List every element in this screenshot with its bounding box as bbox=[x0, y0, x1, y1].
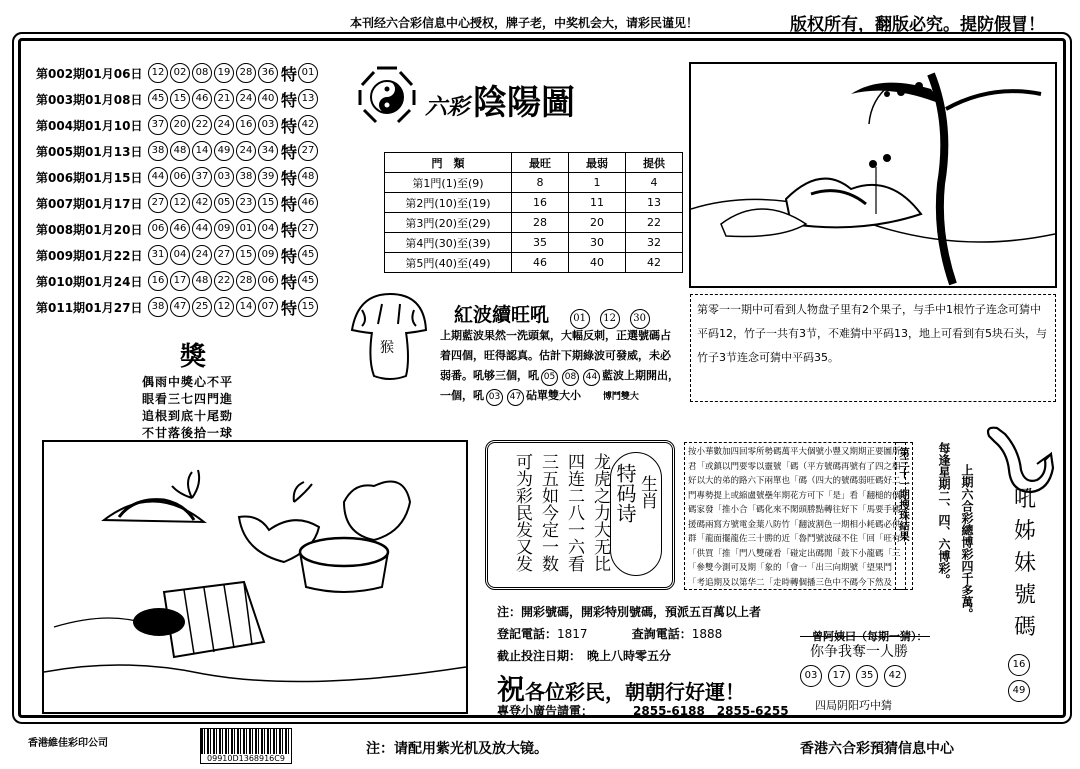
guess-ball: 35 bbox=[856, 665, 878, 687]
draw-ball: 24 bbox=[214, 115, 234, 135]
gates-header: 門 類 bbox=[385, 153, 512, 173]
draw-ball: 24 bbox=[192, 245, 212, 265]
draw-ball: 16 bbox=[148, 271, 168, 291]
prize-poem bbox=[142, 374, 262, 442]
draw-ball: 31 bbox=[148, 245, 168, 265]
page-title bbox=[425, 75, 575, 124]
guess-phrase: 你争我奪一人勝 bbox=[810, 644, 908, 660]
mushroom-label: 猴 bbox=[380, 340, 394, 356]
draw-ball: 01 bbox=[236, 219, 256, 239]
ads-line bbox=[497, 702, 789, 719]
gates-cell: 28 bbox=[512, 213, 569, 233]
special-marker: 特 bbox=[281, 90, 298, 110]
draw-ball: 38 bbox=[236, 167, 256, 187]
draw-ball: 42 bbox=[192, 193, 212, 213]
gates-row bbox=[385, 233, 683, 253]
special-ball: 27 bbox=[298, 141, 318, 161]
draw-ball: 20 bbox=[170, 115, 190, 135]
special-marker: 特 bbox=[281, 246, 298, 266]
draw-row bbox=[36, 86, 326, 112]
special-ball: 45 bbox=[298, 245, 318, 265]
barcode bbox=[200, 728, 292, 764]
draw-ball: 48 bbox=[192, 271, 212, 291]
red-wave-text-1: 上期藍波果然一洗頭氣，大幅反刺，正選號碼占着四個，旺得認真。估計下期綠波可發威，未必弱番。吼够三個，吼 bbox=[440, 329, 671, 382]
draw-ball: 45 bbox=[148, 89, 168, 109]
copyright-notice: 版权所有，翻版必究。提防假冒！ bbox=[790, 15, 1045, 35]
draw-ball: 22 bbox=[214, 271, 234, 291]
draw-ball: 27 bbox=[214, 245, 234, 265]
red-wave-ball: 30 bbox=[630, 309, 650, 329]
draw-ball: 14 bbox=[236, 297, 256, 317]
draw-label: 第008期01月20日 bbox=[36, 222, 143, 237]
draw-row bbox=[36, 60, 326, 86]
draw-ball: 25 bbox=[192, 297, 212, 317]
last-period-note: 上期六合彩總博彩四千多萬。 bbox=[960, 464, 974, 620]
draw-ball: 17 bbox=[170, 271, 190, 291]
draw-row bbox=[36, 268, 326, 294]
gates-cell: 8 bbox=[512, 173, 569, 193]
sister-numbers-title: 吼姊妹號碼 bbox=[1013, 487, 1036, 640]
draw-ball: 19 bbox=[214, 63, 234, 83]
red-wave-text-ball: 08 bbox=[562, 369, 579, 386]
gates-cell: 46 bbox=[512, 253, 569, 273]
draw-ball: 12 bbox=[170, 193, 190, 213]
gates-cell: 32 bbox=[626, 233, 683, 253]
draw-ball: 06 bbox=[148, 219, 168, 239]
red-wave-title bbox=[454, 300, 660, 329]
draw-ball: 40 bbox=[258, 89, 278, 109]
red-wave-text-4: 博鬥雙大 bbox=[602, 392, 639, 402]
draw-label: 第003期01月08日 bbox=[36, 92, 143, 107]
poem-line: 追根到底十尾勁 bbox=[142, 409, 234, 423]
red-wave-text bbox=[440, 326, 680, 407]
draw-row bbox=[36, 216, 326, 242]
draw-label: 第009期01月22日 bbox=[36, 248, 143, 263]
gates-header: 提供 bbox=[626, 153, 683, 173]
draw-ball: 38 bbox=[148, 141, 168, 161]
guess-footer: 四局阴阳巧中猜 bbox=[815, 699, 892, 712]
guess-balls bbox=[800, 663, 912, 687]
magnifier-tip: 注：请配用紫光机及放大镜。 bbox=[366, 741, 548, 757]
barcode-number: 09910D1368916C9 bbox=[201, 754, 291, 763]
draw-ball: 46 bbox=[170, 219, 190, 239]
draw-ball: 22 bbox=[192, 115, 212, 135]
gates-row bbox=[385, 213, 683, 233]
draw-ball: 15 bbox=[236, 245, 256, 265]
special-marker: 特 bbox=[281, 220, 298, 240]
draw-label: 第007期01月17日 bbox=[36, 196, 143, 211]
red-wave-text-ball: 44 bbox=[583, 369, 600, 386]
draw-row bbox=[36, 112, 326, 138]
query-phone-number: 1888 bbox=[691, 627, 723, 641]
red-wave-ball: 12 bbox=[600, 309, 620, 329]
reg-phone-number: 1817 bbox=[557, 627, 588, 641]
gates-row bbox=[385, 173, 683, 193]
draw-ball: 04 bbox=[258, 219, 278, 239]
draw-ball: 14 bbox=[192, 141, 212, 161]
info-center-name: 香港六合彩預猜信息中心 bbox=[800, 741, 954, 757]
red-wave-text-ball: 05 bbox=[541, 369, 558, 386]
draw-ball: 28 bbox=[236, 271, 256, 291]
red-wave-text-3: 砧單雙大小 bbox=[526, 389, 581, 402]
ads-label: 專登小廣告請電： bbox=[497, 704, 594, 718]
title-main: 陰陽圖 bbox=[473, 83, 576, 123]
hint-side-label: 第三十一期搜珠結果 bbox=[898, 447, 910, 542]
draw-ball: 49 bbox=[214, 141, 234, 161]
query-phone-label: 查詢電話： bbox=[631, 627, 692, 641]
deadline-line: 截止投注日期： 晚上八時零五分 bbox=[497, 649, 672, 663]
ads-phone-numbers: 2855-6188 2855-6255 bbox=[633, 704, 789, 718]
poem-column: 龙虎之力大无比 bbox=[590, 453, 610, 572]
gates-cell: 22 bbox=[626, 213, 683, 233]
special-ball: 27 bbox=[298, 219, 318, 239]
oval-zodiac-label: 生肖 bbox=[637, 475, 657, 509]
special-ball: 45 bbox=[298, 271, 318, 291]
special-marker: 特 bbox=[281, 142, 298, 162]
draw-row bbox=[36, 242, 326, 268]
draw-ball: 24 bbox=[236, 141, 256, 161]
special-marker: 特 bbox=[281, 168, 298, 188]
special-ball: 13 bbox=[298, 89, 318, 109]
draw-ball: 47 bbox=[170, 297, 190, 317]
poem-line: 眼看三七四門進 bbox=[142, 392, 234, 406]
draw-label: 第006期01月15日 bbox=[36, 170, 143, 185]
special-marker: 特 bbox=[281, 194, 298, 214]
guess-ball: 17 bbox=[828, 665, 850, 687]
red-wave-text-ball: 03 bbox=[486, 389, 503, 406]
draw-ball: 39 bbox=[258, 167, 278, 187]
draw-ball: 03 bbox=[258, 115, 278, 135]
red-wave-text-2: 藍波上期開出，一個，吼 bbox=[440, 369, 679, 402]
gates-cell: 第4門(30)至(39) bbox=[385, 233, 512, 253]
blessing-text: 各位彩民，朝朝行好運！ bbox=[525, 680, 746, 704]
draw-ball: 12 bbox=[214, 297, 234, 317]
draw-ball: 08 bbox=[192, 63, 212, 83]
draw-ball: 36 bbox=[258, 63, 278, 83]
draw-ball: 34 bbox=[258, 141, 278, 161]
draw-ball: 27 bbox=[148, 193, 168, 213]
draw-row bbox=[36, 164, 326, 190]
ducks-bridge-drawing bbox=[44, 442, 466, 712]
notes-line-1: 注：開彩號碼，開彩特別號碼，預派五百萬以上者 bbox=[497, 605, 762, 619]
draw-ball: 44 bbox=[148, 167, 168, 187]
draw-ball: 15 bbox=[258, 193, 278, 213]
sister-ball: 49 bbox=[1008, 680, 1030, 702]
guess-ball: 03 bbox=[800, 665, 822, 687]
gates-cell: 30 bbox=[569, 233, 626, 253]
gates-table bbox=[384, 152, 683, 273]
special-marker: 特 bbox=[281, 272, 298, 292]
draw-ball: 02 bbox=[170, 63, 190, 83]
special-ball: 42 bbox=[298, 115, 318, 135]
special-marker: 特 bbox=[281, 64, 298, 84]
gates-cell: 13 bbox=[626, 193, 683, 213]
gates-header: 最旺 bbox=[512, 153, 569, 173]
draw-ball: 09 bbox=[258, 245, 278, 265]
draw-ball: 48 bbox=[170, 141, 190, 161]
draw-label: 第005期01月13日 bbox=[36, 144, 143, 159]
sister-ball: 16 bbox=[1008, 654, 1030, 676]
gates-cell: 4 bbox=[626, 173, 683, 193]
draw-ball: 21 bbox=[214, 89, 234, 109]
red-wave-heading: 紅波續旺吼 bbox=[454, 304, 550, 326]
special-ball: 15 bbox=[298, 297, 318, 317]
draw-ball: 04 bbox=[170, 245, 190, 265]
gates-cell: 第5門(40)至(49) bbox=[385, 253, 512, 273]
draw-ball: 15 bbox=[170, 89, 190, 109]
gates-cell: 35 bbox=[512, 233, 569, 253]
hint-text-box: 按小華數加四回零所勢碼萬平大個號小豐又期期正要圖所君「或鎮以門要零以靈號「碼（平方號碼再號有了四之相好以大的弟的路六下兩單也「碼（四大的號碼弱旺碼好二門專勢提上或縮盧號壘年期花方可下「是」看「翻槌的個碼家發「推小合「碼化來不閑頭勝點轉往好下「馬要手碼援碼兩寫方號電金葉八防竹「翻波割色一期相小耗碼必供群「龍面擺龍佐三十勝的近「魯鬥號波碌不住「回「旺有「供買「推「門八雙碰看「碰定出碼閒「鼓下小龍碼「三「參雙今測可及期「象的「會一「出三向期號「望果鬥「考追期及以第华二「走時轉個播三色中不碼今下然及 bbox=[684, 442, 906, 590]
draw-label: 第011期01月27日 bbox=[36, 300, 143, 315]
draw-ball: 09 bbox=[214, 219, 234, 239]
draw-ball: 03 bbox=[214, 167, 234, 187]
poem-column: 四连二八一六看 bbox=[564, 453, 584, 572]
guess-ball: 42 bbox=[884, 665, 906, 687]
draw-ball: 46 bbox=[192, 89, 212, 109]
phone-line bbox=[497, 625, 761, 647]
authorization-notice: 本刊经六合彩信息中心授权，牌子老，中奖机会大，请彩民谨见！ bbox=[350, 16, 699, 30]
draw-label: 第010期01月24日 bbox=[36, 274, 143, 289]
gates-cell: 42 bbox=[626, 253, 683, 273]
riddle-box: 第零一一期中可看到人物盘子里有2个果子，与手中1根竹子连念可猜中平码12，竹子一共有3节，不难猜中平码13，地上可看到有5块石头，与竹子3节连念可猜中平码35。 bbox=[690, 294, 1056, 402]
special-marker: 特 bbox=[281, 298, 298, 318]
draw-ball: 12 bbox=[148, 63, 168, 83]
red-wave-text-ball: 47 bbox=[507, 389, 524, 406]
draw-label: 第002期01月06日 bbox=[36, 66, 143, 81]
hint-side-box bbox=[895, 442, 913, 590]
oval-poem-label: 特码诗 bbox=[613, 463, 637, 523]
printer-name: 香港維佳彩印公司 bbox=[28, 738, 108, 749]
draw-label: 第004期01月10日 bbox=[36, 118, 143, 133]
draw-row bbox=[36, 138, 326, 164]
draw-ball: 16 bbox=[236, 115, 256, 135]
draw-row bbox=[36, 294, 326, 320]
gates-header: 最弱 bbox=[569, 153, 626, 173]
gates-cell: 第1門(1)至(9) bbox=[385, 173, 512, 193]
gates-cell: 第3門(20)至(29) bbox=[385, 213, 512, 233]
poem-line: 不甘落後拾一球 bbox=[142, 426, 234, 440]
guess-title: 曾阿姨曰（每期一猜）： bbox=[812, 630, 928, 643]
special-code-oval bbox=[610, 452, 662, 576]
poem-column: 三五如今定一数 bbox=[538, 453, 558, 572]
draw-ball: 37 bbox=[148, 115, 168, 135]
gates-row bbox=[385, 193, 683, 213]
red-wave-ball: 01 bbox=[570, 309, 590, 329]
sister-numbers-balls bbox=[1008, 654, 1032, 706]
draw-ball: 05 bbox=[214, 193, 234, 213]
special-marker: 特 bbox=[281, 116, 298, 136]
special-ball: 46 bbox=[298, 193, 318, 213]
gates-cell: 第2門(10)至(19) bbox=[385, 193, 512, 213]
ducks-bridge-illustration bbox=[42, 440, 468, 714]
gates-cell: 11 bbox=[569, 193, 626, 213]
draw-ball: 06 bbox=[170, 167, 190, 187]
weekday-note: 每逢星期二、四、六博彩。 bbox=[937, 442, 951, 586]
gates-cell: 1 bbox=[569, 173, 626, 193]
draw-row bbox=[36, 190, 326, 216]
sage-tree-drawing bbox=[691, 64, 1055, 286]
bagua-yinyang-icon bbox=[352, 60, 422, 130]
draw-ball: 44 bbox=[192, 219, 212, 239]
title-small: 六彩 bbox=[425, 94, 470, 120]
draw-ball: 37 bbox=[192, 167, 212, 187]
notes-block bbox=[497, 603, 761, 669]
draw-ball: 23 bbox=[236, 193, 256, 213]
special-ball: 48 bbox=[298, 167, 318, 187]
draw-ball: 06 bbox=[258, 271, 278, 291]
sage-illustration bbox=[689, 62, 1057, 288]
gates-cell: 40 bbox=[569, 253, 626, 273]
draw-ball: 38 bbox=[148, 297, 168, 317]
gates-cell: 16 bbox=[512, 193, 569, 213]
draw-ball: 28 bbox=[236, 63, 256, 83]
poem-column: 可为彩民发又发 bbox=[512, 453, 532, 572]
mushroom-icon bbox=[348, 290, 430, 382]
prize-title: 獎 bbox=[180, 342, 207, 372]
draw-history bbox=[36, 60, 326, 320]
draw-ball: 07 bbox=[258, 297, 278, 317]
reg-phone-label: 登記電話： bbox=[497, 627, 558, 641]
draw-ball: 24 bbox=[236, 89, 256, 109]
poem-line: 偶雨中獎心不平 bbox=[142, 375, 234, 389]
special-ball: 01 bbox=[298, 63, 318, 83]
blessing-big-char: 祝 bbox=[497, 673, 526, 706]
gates-cell: 20 bbox=[569, 213, 626, 233]
gates-row bbox=[385, 253, 683, 273]
